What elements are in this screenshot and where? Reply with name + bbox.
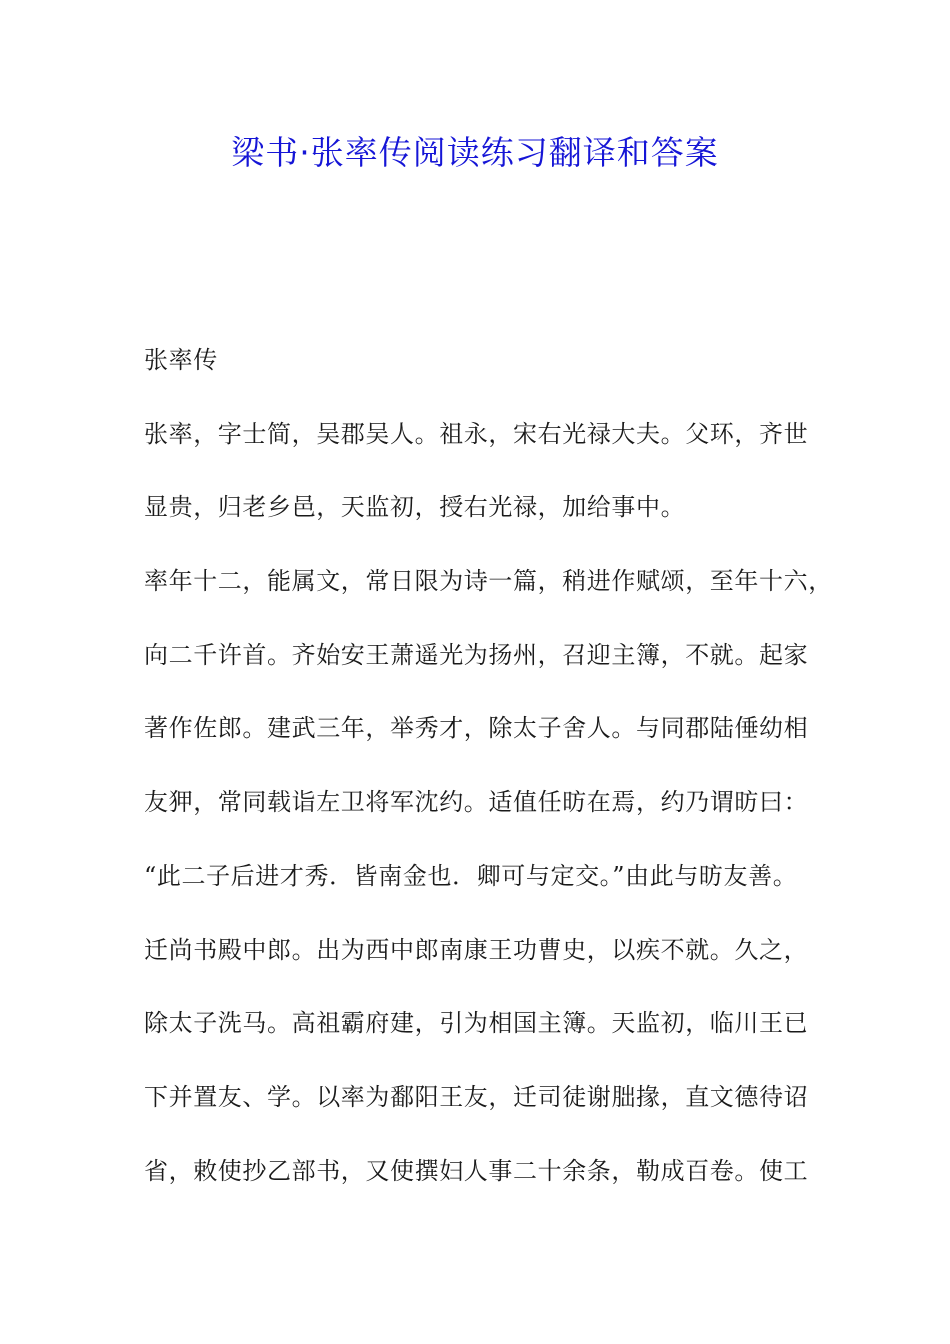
text-line: 著作佐郎。建武三年，举秀才，除太子舍人。与同郡陆倕幼相: [144, 714, 809, 743]
text-line: 显贵，归老乡邑，天监初，授右光禄，加给事中。: [144, 493, 686, 522]
document-title: 梁书·张率传阅读练习翻译和答案: [231, 133, 719, 172]
text-line: 下并置友、学。以率为鄱阳王友，迁司徒谢朏掾，直文德待诏: [144, 1082, 809, 1111]
text-line: 率年十二，能属文，常日限为诗一篇，稍进作赋颂，至年十六，: [144, 567, 833, 596]
text-line: 张率，字士简，吴郡吴人。祖永，宋右光禄大夫。父环，齐世: [144, 419, 809, 448]
document-body: [144, 338, 834, 1222]
text-line: 除太子洗马。高祖霸府建，引为相国主簿。天监初，临川王已: [144, 1009, 809, 1038]
text-line: 友狎，常同载诣左卫将军沈约。适值任昉在焉，约乃谓昉曰：: [144, 788, 809, 817]
text-line: 向二千许首。齐始安王萧遥光为扬州，召迎主簿，不就。起家: [144, 640, 809, 669]
text-line: 迁尚书殿中郎。出为西中郎南康王功曹史，以疾不就。久之，: [144, 935, 809, 964]
text-line: “此二子后进才秀．皆南金也．卿可与定交。”由此与昉友善。: [144, 861, 798, 890]
text-line: 省，敕使抄乙部书，又使撰妇人事二十余条，勒成百卷。使工: [144, 1156, 809, 1185]
section-heading: 张率传: [144, 346, 218, 374]
